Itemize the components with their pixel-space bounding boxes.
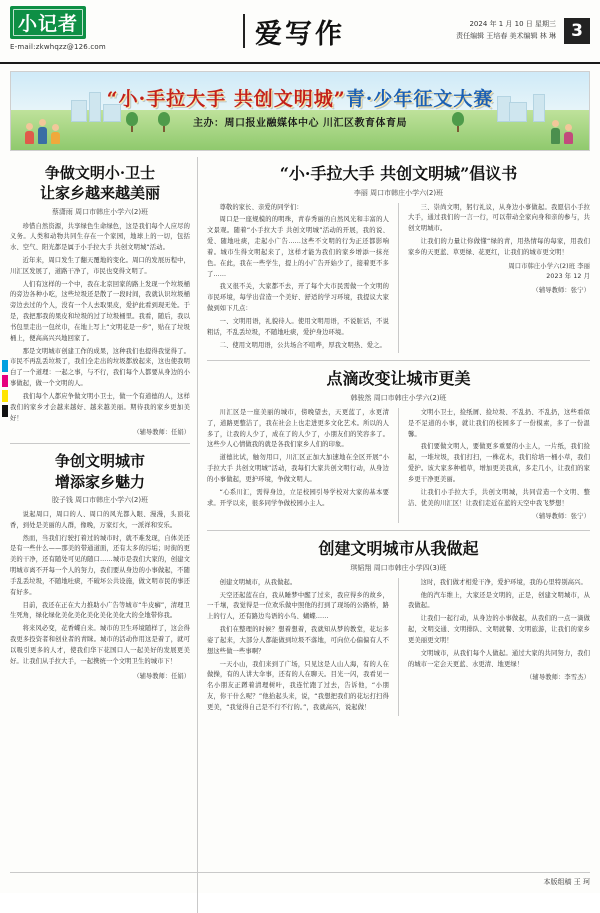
article-3-signoff-author: 周口市韩庄小学六(2)班 李丽 (508, 262, 590, 270)
article-1-para-5: 我们每个人都应争做文明小卫士，做一个有道德的人，这样我们的家乡才会越来越好、越来越美丽。期待我的家乡更加美好！ (10, 392, 190, 422)
article-4-para-2: 道德比试，触勿用口，川汇区正加大加速地在全区开展“小手拉大手 共创文明城”活动，我每们大家共创文明行动，从身边的小事做起，更护环境，争做文明人。 (207, 454, 389, 483)
article-1-teacher: （辅导教师：任娟） (133, 429, 190, 437)
article-3-body-right (408, 203, 590, 354)
article-1-body (10, 222, 190, 425)
article-1 (10, 163, 190, 436)
publish-date: 2024 年 1 月 10 日 星期三 (469, 20, 556, 29)
article-2-para-3: 目前，我还在正在大力推助小广告等城市“牛皮癣”，清理卫生死角，绿化绿化美化美化美化美化美化大的全地带你我。 (10, 601, 190, 620)
article-5-byline: 琪韬翔 周口市韩庄小学四(3)班 (350, 563, 447, 572)
article-4-byline: 韩骏然 周口市韩庄小学六(2)班 (350, 393, 447, 402)
article-2 (10, 451, 190, 679)
article-5-para-3: 我们在整理的时候？想着想着，我就知从梦的教堂，花坛多姿了起来，大部分人都能做到垃圾不落地，可向位心偏偏有人不想这些做一些事啊？ (207, 626, 389, 655)
article-4 (207, 368, 590, 523)
banner-headline (11, 84, 589, 111)
article-1-title-line-2: 让家乡越来越美丽 (39, 184, 160, 203)
article-3-teacher: （辅导教师：张宁） (532, 287, 590, 295)
article-3-body-left (207, 203, 389, 354)
banner-headline-red: “小·手拉大手 共创文明城” (106, 88, 346, 110)
contest-banner (10, 71, 590, 151)
column-left (10, 157, 198, 913)
article-3 (207, 163, 590, 353)
article-2-para-4: 将来风必变，花香蝶自来。城市的卫生环境随样了，这会得我更多投资者和创业者的青睐。城市的活动作用这是着了，就可以吸引更多的人才，使我们华下花国口人一起美好的发展更美好。让我们从手拉大手，一起携统一个文明卫生的城市下！ (10, 625, 190, 665)
registration-mark-magenta (2, 375, 8, 387)
article-5-body-left (207, 578, 389, 716)
article-3-para-1: 尊敬的家长、亲爱的同学们： (219, 203, 303, 211)
article-4-para-4: 文明小卫士，捡纸屑、捡垃圾、不乱扔、不乱扔，这些看似是不足道的小事，就让我们的校园多了一份模素，多了一份温馨。 (408, 408, 590, 438)
article-3-para-3: 我又很不关，大家都不去，开了每个大市民需做一个文明的市民环境，每学出营造一个美好、舒适的学习环境，我提议大家做到如下几点： (207, 283, 389, 313)
page-footer (10, 872, 590, 887)
article-5-teacher: （辅导教师：李雪杰） (526, 674, 590, 682)
article-divider-1 (10, 443, 190, 444)
registration-mark-yellow (2, 390, 8, 402)
article-1-para-1: 珍惜自然资源，共享绿色生命绿色，这是我们每个人应尽的义务。人类和动物共同生存在一个家园，地球上的一切，包括水、空气、阳光都是属于小手拉大手 共创文明城“活动。 (10, 222, 190, 252)
article-4-para-5: 我们要做文明人，要做更多重要的小主人，一片纸，我们捡起，一堆垃圾，我们打扫，一株花木，我们给培一桶小草，我们爱护。该大家多种植草，增加更美我真，多走几小，让我们的家乡更干净更美丽。 (408, 443, 590, 483)
article-1-title (10, 163, 190, 204)
article-4-title: 点滴改变让城市更美 (326, 369, 471, 389)
article-2-body (10, 510, 190, 668)
title-divider (243, 14, 245, 48)
article-5-para-5: 这时，我们做才相爱干净，爱护环境，我的心里特别高兴。 (420, 578, 587, 586)
article-2-title-line-1: 争创文明城市 (54, 452, 145, 471)
article-3-col-divider (398, 203, 399, 354)
article-5-title: 创建文明城市从我做起 (318, 539, 479, 559)
registration-mark-cyan (2, 360, 8, 372)
article-2-byline: 胶子钱 周口市韩庄小学六(2)班 (51, 495, 149, 504)
article-4-columns (207, 408, 590, 523)
article-3-para-4: 一、文明用语，礼貌待人。使用文明用语，不说脏话，不说粗话，不乱丢垃圾，不随地吐痰，爱护身边环境。 (207, 317, 389, 336)
publication-logo: 小记者 (10, 6, 86, 39)
article-4-col-divider (398, 408, 399, 523)
article-4-para-6: 让我们小手拉大手，共创文明城，共同营造一个文明、整洁、优美的川汇区！让我们走近在蓝的天空中我飞梦想！ (408, 488, 590, 507)
article-4-teacher: （辅导教师：张宁） (532, 513, 590, 521)
article-2-title-line-2: 增添家乡魅力 (54, 472, 145, 491)
registration-marks (2, 360, 8, 420)
masthead (0, 0, 600, 64)
article-1-byline: 蔡潇雨 周口市韩庄小学六(2)班 (51, 207, 149, 216)
article-1-para-3: 人们有这样的一个中，我在北京回家的路上发现一个垃圾桶的旁边各种小吃，这些垃圾还是散了一段时间，我就认识垃圾桶旁边去过的个人，没有一个人去取果皮，爱护此看到现无处。于是，我把那我的果皮和垃圾的过了垃圾桶里。我看，随后，我以书包里走出一包丝巾，在地上写上“文明花是一步”，贴在了垃圾桶上，便高高兴兴地回家了。 (10, 280, 190, 342)
publication-email: E-mail:zkwhqzz@126.com (10, 43, 106, 51)
article-divider-3 (207, 530, 590, 531)
article-1-para-4: 那是文明城市创建工作的成果，这种我们也提得我觉得了。市民不再乱丢垃圾了，我们全走出的垃圾都放起来，这也使我明白了一个道理：一起之事，与不行，我们每个人都要从身边的小事做起，做一个文明的人。 (10, 347, 190, 388)
article-2-para-1: 说起周口，周口的人、周口的风光都入眼、漫漫，头顶花香，到处是美丽的人群，像晚，万家灯火，一派祥和安乐。 (10, 510, 190, 529)
article-divider-2 (207, 360, 590, 361)
banner-headline-blue: 青·少年征文大赛 (345, 88, 494, 110)
article-2-para-2: 然而，当我们行驶打着过的城市时，就不难发现，自体美还是有一些什么——那美的带通道面，还有太多的污垢；时街的更美的干净，还有随处可见的随口……城市是我们大家的，创建文明城市离不开每一个人的努力，我们要从身边的小事做起，不随手乱丢垃圾，不随地吐痰，不破坏公共设施，做文明市民的事还有好多。 (10, 534, 190, 596)
article-5-columns (207, 578, 590, 716)
article-5-para-1: 创建文明城市，从我做起。 (219, 578, 297, 586)
article-5-para-7: 让我们一起行动，从身边的小事做起，从我们的一点一滴做起，文明交通、文明排队、文明就餐、文明旅游，让我们的家乡更美丽更文明！ (408, 615, 590, 644)
article-2-title (10, 451, 190, 492)
masthead-meta (456, 19, 556, 43)
article-grid (10, 157, 590, 913)
article-5-para-8: 文明城市，从我们每个人做起。通过大家的共同努力，我们的城市一定会天更蓝、水更清、地更绿！ (408, 649, 590, 668)
article-5-para-6: 他的汽车维上，大家还是文明的，正是，创建文明城市，从我做起。 (408, 591, 590, 610)
registration-mark-black (2, 405, 8, 417)
article-5-para-4: 一天小山，我们来到了广场，只见这是人山人海，有的人在做操，有的人讲大伞事，还有的人在聊天。目光一闪，我看见一名小朋友正蹲着清理树叶，我连忙跑了过去，告诉他，“小朋友，你干什么呢？”他抬起头来，说，“我想把我们的花坛打扫得更美，“我觉得自己是不行不行的。”，我就高兴，说起做！ (207, 660, 389, 711)
article-5-body-right (408, 578, 590, 716)
article-1-para-2: 近年来，周口发生了翻天覆地的变化。周口的发展历程中，川汇区发展了，道路干净了，市民也变得文明了。 (10, 256, 190, 275)
page-number: 3 (564, 18, 590, 44)
article-2-teacher: （辅导教师：任娟） (133, 672, 190, 680)
article-4-body-left (207, 408, 389, 523)
article-3-para-5: 二、使用文明用语，公共场合不喧哗，厚我文明热、爱之。 (219, 341, 386, 349)
article-3-para-6: 三、崇尚文明，躬行礼议，从身边小事做起。我愿信小手拉大手，通过我们的一言一行，可以带动全家向身和亲的参与，共创文明城市。 (408, 203, 590, 233)
article-4-body-right (408, 408, 590, 523)
masthead-right (440, 0, 600, 62)
masthead-center (148, 0, 440, 62)
article-5-para-2: 天空还起蓝在白，我从睡梦中醒了过来，我应得乡的故乡，一千壤，我觉得是一位欢乐做中照他的打到了现场的公路桥，路上的行人，还有路边鸟语的小鸟、蝴蝶…… (207, 591, 389, 621)
article-4-para-1: 川汇区是一座美丽的城市，傍晚望去，天更蓝了，水更清了，道路更整洁了，我在社会上也走进更多文化艺术。所以的人多了，让我的人少了，成在了的人少了，小朋友们的笑容多了。这些少人心情做我的就是各我们家乡人们的印象。 (207, 408, 389, 449)
article-3-para-7: 让我们的力量让你做懂“绿的青，用热情每的每家，用我们家乡的天更蓝、草更绿、花更红，让我们的城市更文明！ (408, 238, 590, 256)
section-title: 爱写作 (255, 18, 345, 50)
column-right (198, 157, 590, 913)
editor-credits: 责任编辑 王培春 美术编辑 林 琳 (456, 32, 556, 40)
article-5-col-divider (398, 578, 399, 716)
article-3-para-2: 周口是一座规模的的明珠，青春秀丽的自然风光和丰富的人文景观。随着“小手拉大手 共创文明城”活动的开展，我的说、爱、随地吐痰，走起小广告……这些不文明的行为正还都影响着。城市生得文明起来了，这样才能为我们的家乡增添一抹亮色。在此，我在一些学生，提上的小广告开始少了，接着更不多了…… (207, 216, 389, 278)
masthead-left (0, 0, 148, 62)
article-3-title: “小·手拉大手 共创文明城”倡议书 (279, 164, 518, 183)
footer-credit: 本版组稿 王 珂 (543, 878, 590, 886)
article-3-byline: 李丽 周口市韩庄小学六(2)班 (353, 188, 444, 197)
article-4-para-3: “心系川汇，需得身边，立足校园引导学校对大家的基本要求。开学以来，很多同学争做校园小主人。 (207, 488, 389, 507)
banner-organizers: 主办：周口报业融媒体中心 川汇区教育体育局 (193, 118, 407, 129)
article-1-title-line-1: 争做文明小·卫士 (44, 164, 156, 182)
article-3-signoff (408, 262, 590, 283)
article-3-signoff-date: 2023 年 12 月 (546, 273, 590, 281)
article-3-columns (207, 203, 590, 354)
article-5 (207, 538, 590, 716)
